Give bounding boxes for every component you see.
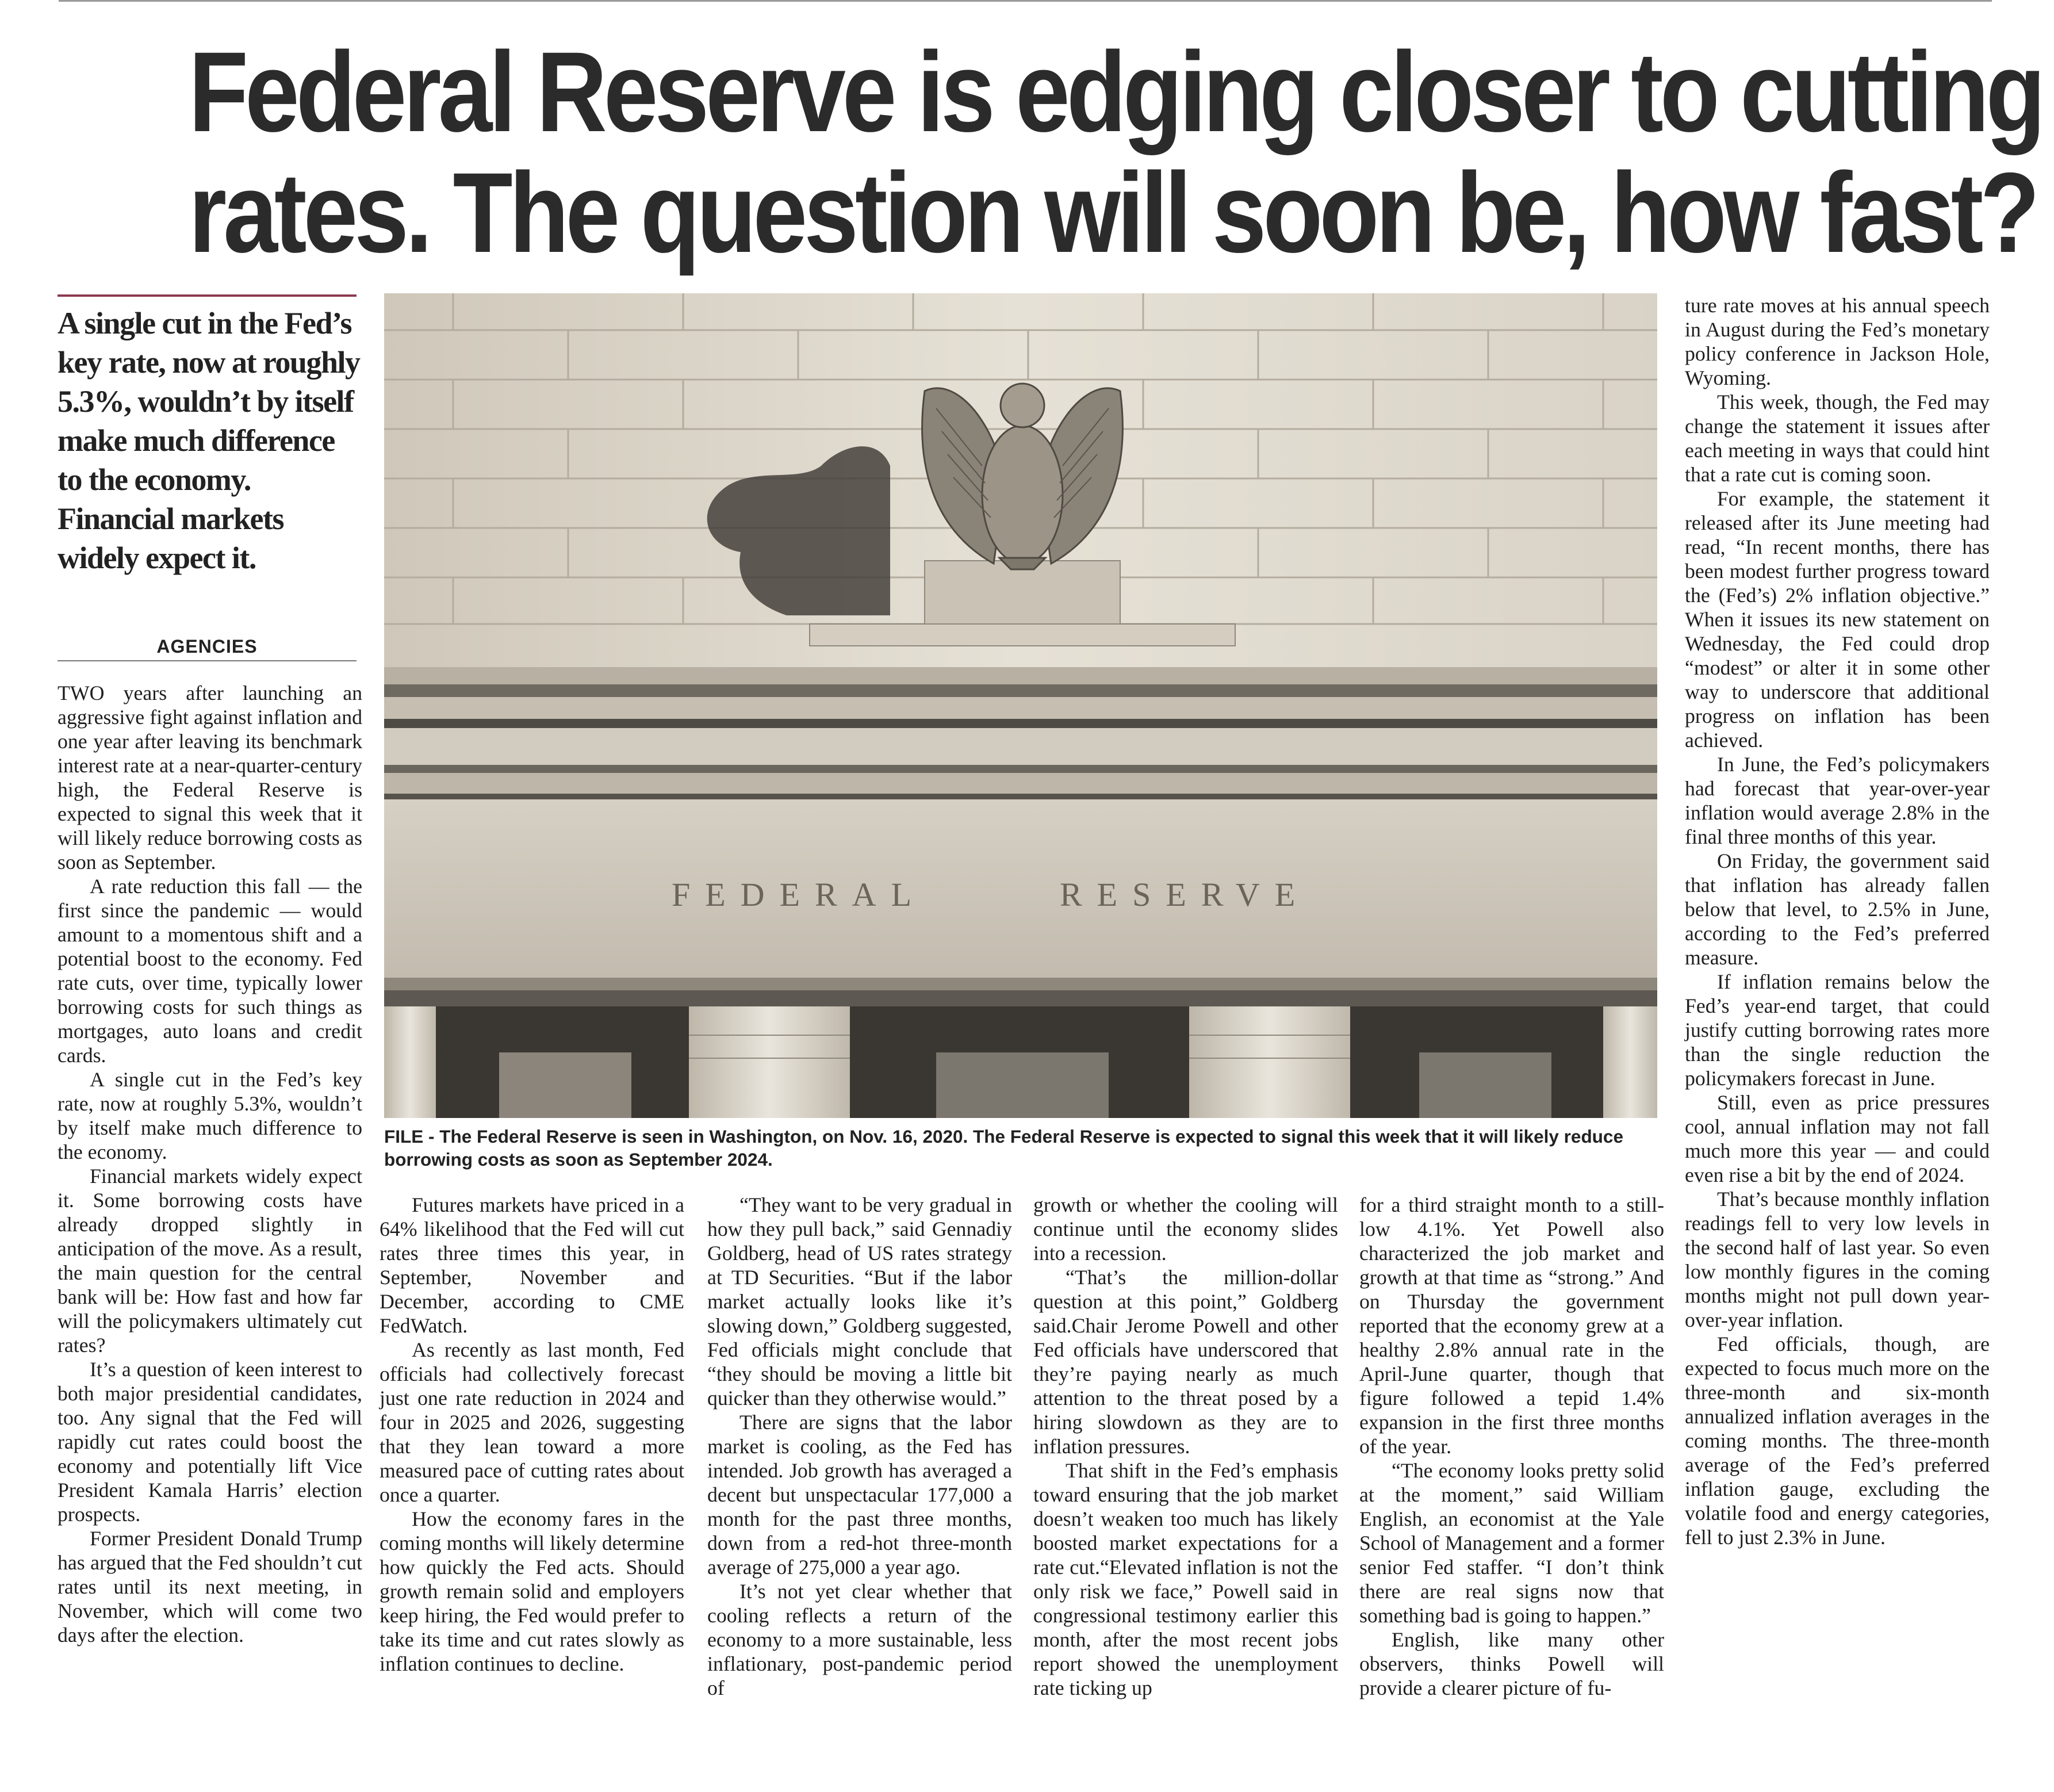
paragraph: In June, the Fed’s policymakers had forecast that year-over-year inflation would average 2.8% in the final three months of this year. bbox=[1685, 753, 1990, 848]
headline bbox=[189, 28, 2042, 276]
paragraph: A rate reduction this fall — the first since the pandemic — would amount to a momentous shift and a potential boost to the economy. Fed rate cuts, over time, typically lower borrowing costs for such things as mortgages, auto loans and credit cards. bbox=[58, 875, 362, 1067]
paragraph: “That’s the million-dollar question at this point,” Goldberg said.Chair Jerome Powell and other Fed officials have underscored that they’re paying nearly as much attention to the threat posed by a hiring slowdown as they are to inflation pressures. bbox=[1033, 1266, 1338, 1458]
top-rule bbox=[59, 0, 1992, 2]
paragraph: Financial markets widely expect it. Some borrowing costs have already dropped slightly in anticipation of the move. As a result, the main question for the central bank will be: How fast and how far will the policymakers ultimately cut rates? bbox=[58, 1165, 362, 1357]
paragraph: For example, the statement it released after its June meeting had read, “In recent months, there has been modest further progress toward the (Fed’s) 2% inflation objective.” When it issues its new statement on Wednesday, the Fed could drop “modest” or alter it in some other way to underscore that additional progress on inflation has been achieved. bbox=[1685, 487, 1990, 752]
paragraph: This week, though, the Fed may change the statement it issues after each meeting in ways that could hint that a rate cut is coming soon. bbox=[1685, 390, 1990, 486]
paragraph: That shift in the Fed’s emphasis toward ensuring that the job market doesn’t weaken too much has likely boosted market expectations for a rate cut.“Elevated inflation is not the only risk we face,” Powell said in congressional testimony earlier this month, after the most recent jobs report showed the unemployment rate ticking up bbox=[1033, 1459, 1338, 1699]
paragraph: Former President Donald Trump has argued that the Fed shouldn’t cut rates until its next meeting, in November, which will come two days after the election. bbox=[58, 1527, 362, 1647]
paragraph: Futures markets have priced in a 64% likelihood that the Fed will cut rates three times this year, in September, November and December, according to CME FedWatch. bbox=[380, 1193, 684, 1337]
paragraph: ture rate moves at his annual speech in August during the Fed’s monetary policy conference in Jackson Hole, Wyoming. bbox=[1685, 294, 1990, 389]
deck-rule bbox=[58, 294, 357, 297]
paragraph: “They want to be very gradual in how they pull back,” said Gennadiy Goldberg, head of US rates strategy at TD Securities. “But if the labor market actually looks like it’s slowing down,” Goldberg suggested, Fed officials might conclude that “they should be moving a little bit quicker than they otherwise would.” bbox=[707, 1193, 1012, 1410]
paragraph: On Friday, the government said that inflation has already fallen below that level, to 2.5% in June, according to the Fed’s preferred measure. bbox=[1685, 849, 1990, 969]
headline-line-1: Federal Reserve is edging closer to cutting bbox=[189, 28, 2042, 155]
byline-rule bbox=[58, 660, 357, 661]
paragraph: for a third straight month to a still-low 4.1%. Yet Powell also characterized the job market and growth at that time as “strong.” And on Thursday the government reported that the economy grew at a healthy 2.8% annual rate in the April-June quarter, though that figure followed a tepid 1.4% expansion in the first three months of the year. bbox=[1359, 1193, 1664, 1458]
paragraph: A single cut in the Fed’s key rate, now at roughly 5.3%, wouldn’t by itself make much difference to the economy. bbox=[58, 1068, 362, 1163]
paragraph: TWO years after launching an aggressive fight against inflation and one year after leaving its benchmark interest rate at a near-quarter-century high, the Federal Reserve is expected to signal this week that it will likely reduce borrowing costs as soon as September. bbox=[58, 681, 362, 874]
headline-line-2: rates. The question will soon be, how fast? bbox=[189, 149, 2037, 276]
article-column-5 bbox=[1359, 1193, 1664, 1785]
paragraph: English, like many other observers, thinks Powell will provide a clearer picture of fu- bbox=[1359, 1628, 1664, 1699]
paragraph: There are signs that the labor market is cooling, as the Fed has intended. Job growth has averaged a decent but unspectacular 177,000 a month for the past three months, down from a red-hot three-month average of 275,000 a year ago. bbox=[707, 1411, 1012, 1579]
article-column-2 bbox=[380, 1193, 684, 1785]
paragraph: Fed officials, though, are expected to focus much more on the three-month and six-month annualized inflation averages in the coming months. The three-month average of the Fed’s preferred inflation gauge, excluding the volatile food and energy categories, fell to just 2.3% in June. bbox=[1685, 1332, 1990, 1549]
paragraph: It’s not yet clear whether that cooling reflects a return of the economy to a more sustainable, less inflationary, post-pandemic period of bbox=[707, 1580, 1012, 1699]
paragraph: As recently as last month, Fed officials had collectively forecast just one rate reduction in 2024 and four in 2025 and 2026, suggesting that they lean toward a more measured pace of cutting rates about once a quarter. bbox=[380, 1338, 684, 1506]
paragraph: It’s a question of keen interest to both major presidential candidates, too. Any signal that the Fed will rapidly cut rates could boost the economy and potentially lift Vice President Kamala Harris’ election prospects. bbox=[58, 1358, 362, 1526]
article-column-3 bbox=[707, 1193, 1012, 1785]
byline: AGENCIES bbox=[156, 636, 258, 657]
paragraph: That’s because monthly inflation readings fell to very low levels in the second half of last year. So even low monthly figures in the coming months might not pull down year-over-year inflation. bbox=[1685, 1188, 1990, 1331]
article-column-1 bbox=[58, 681, 362, 1783]
paragraph: growth or whether the cooling will continue until the economy slides into a recession. bbox=[1033, 1193, 1338, 1265]
inscription-federal: FEDERAL bbox=[672, 876, 926, 913]
paragraph: Still, even as price pressures cool, annual inflation may not fall much more this year — and could even rise a bit by the end of 2024. bbox=[1685, 1091, 1990, 1186]
deck-summary: A single cut in the Fed’s key rate, now at roughly 5.3%, wouldn’t by itself make much difference to the economy. Financial markets widely expect it. bbox=[58, 306, 360, 575]
article-column-6 bbox=[1685, 293, 1990, 1783]
article-column-4 bbox=[1033, 1193, 1338, 1785]
paragraph: “The economy looks pretty solid at the moment,” said William English, an economist at the Yale School of Management and a former senior Fed staffer. “I don’t think there are real signs now that something bad is going to happen.” bbox=[1359, 1459, 1664, 1627]
federal-reserve-building-photo bbox=[384, 293, 1657, 1118]
photo-caption: FILE - The Federal Reserve is seen in Washington, on Nov. 16, 2020. The Federal Reserve is expected to signal this week that it will likely reduce borrowing costs as soon as September 2024. bbox=[384, 1126, 1623, 1170]
paragraph: How the economy fares in the coming months will likely determine how quickly the Fed acts. Should growth remain solid and employers keep hiring, the Fed would prefer to take its time and cut rates slowly as inflation continues to decline. bbox=[380, 1507, 684, 1675]
inscription-reserve: RESERVE bbox=[1060, 876, 1310, 913]
paragraph: If inflation remains below the Fed’s year-end target, that could justify cutting borrowing rates more than the single reduction the policymakers forecast in June. bbox=[1685, 970, 1990, 1090]
